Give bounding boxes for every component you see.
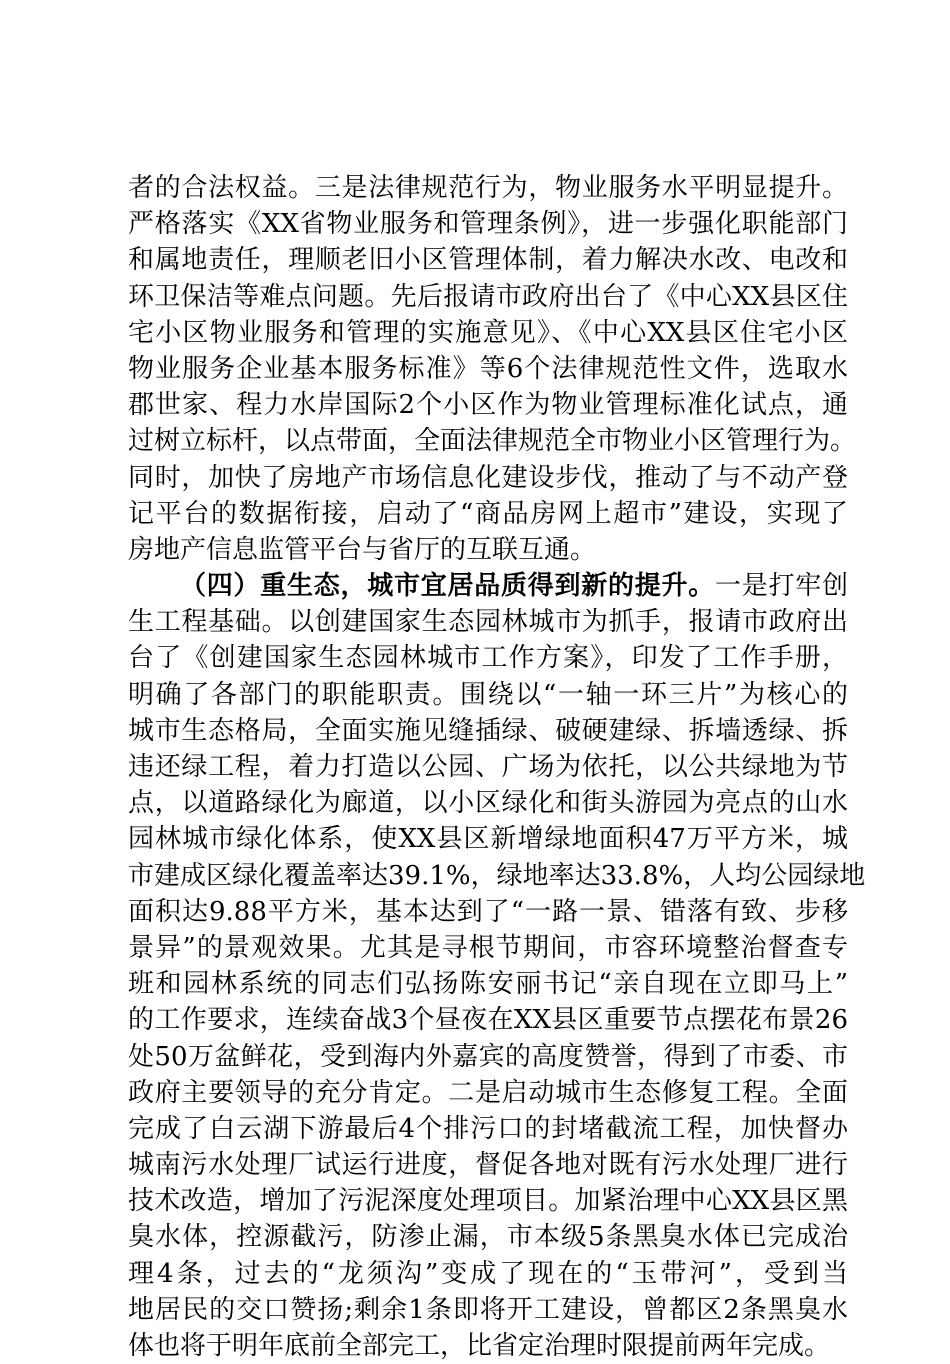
text-line: 城市生态格局，全面实施见缝插绿、破硬建绿、拆墙透绿、拆: [128, 715, 848, 746]
text-line: 臭水体，控源截污，防渗止漏，市本级5条黑臭水体已完成治: [128, 1222, 848, 1253]
text-line: 记平台的数据衔接，启动了“商品房网上超市”建设，实现了: [128, 498, 848, 529]
text-line: 地居民的交口赞扬;剩余1条即将开工建设，曾都区2条黑臭水: [128, 1294, 848, 1325]
section-heading: （四）重生态，城市宜居品质得到新的提升。: [180, 571, 715, 602]
text-line: 严格落实《XX省物业服务和管理条例》，进一步强化职能部门: [128, 209, 848, 240]
text-line: 过树立标杆，以点带面，全面法律规范全市物业小区管理行为。: [128, 426, 857, 457]
text-line: 房地产信息监管平台与省厅的互联互通。: [128, 534, 597, 565]
text-line: 班和园林系统的同志们弘扬陈安丽书记“亲自现在立即马上”: [128, 969, 848, 1000]
text-line: 台了《创建国家生态园林城市工作方案》，印发了工作手册，: [128, 643, 848, 674]
text-line: 生工程基础。以创建国家生态园林城市为抓手，报请市政府出: [128, 607, 848, 638]
text-run: 一是打牢创: [714, 571, 848, 602]
text-line: 点，以道路绿化为廊道，以小区绿化和街头游园为亮点的山水: [128, 788, 848, 819]
text-line: 处50万盆鲜花，受到海内外嘉宾的高度赞誉，得到了市委、市: [128, 1041, 848, 1072]
text-line: 理4条，过去的“龙须沟”变成了现在的“玉带河”，受到当: [128, 1258, 848, 1289]
text-line: 的工作要求，连续奋战3个昼夜在XX县区重要节点摆花布景26: [128, 1005, 848, 1036]
body-text: [128, 170, 866, 1364]
text-line: 宅小区物业服务和管理的实施意见》、《中心XX县区住宅小区: [128, 317, 848, 348]
text-line: 物业服务企业基本服务标准》等6个法律规范性文件，选取水: [128, 353, 848, 384]
text-line: 市建成区绿化覆盖率达39.1%，绿地率达33.8%，人均公园绿地: [128, 860, 866, 891]
text-line: 完成了白云湖下游最后4个排污口的封堵截流工程，加快督办: [128, 1113, 848, 1144]
text-line: 明确了各部门的职能职责。围绕以“一轴一环三片”为核心的: [128, 679, 848, 710]
text-line: 同时，加快了房地产市场信息化建设步伐，推动了与不动产登: [128, 462, 848, 493]
text-line: 景异”的景观效果。尤其是寻根节期间，市容环境整治督查专: [128, 932, 848, 963]
section-heading-line: [128, 568, 848, 604]
text-line: 违还绿工程，着力打造以公园、广场为依托，以公共绿地为节: [128, 752, 848, 782]
text-line: 郡世家、程力水岸国际2个小区作为物业管理标准化试点，通: [128, 390, 848, 421]
text-line: 环卫保洁等难点问题。先后报请市政府出台了《中心XX县区住: [128, 281, 848, 312]
text-line: 技术改造，增加了污泥深度处理项目。加紧治理中心XX县区黑: [128, 1186, 848, 1217]
text-line: 者的合法权益。三是法律规范行为，物业服务水平明显提升。: [128, 173, 848, 203]
text-line: 城南污水处理厂试运行进度，督促各地对既有污水处理厂进行: [128, 1150, 848, 1181]
text-line: 面积达9.88平方米，基本达到了“一路一景、错落有致、步移: [128, 896, 848, 927]
text-line: 政府主要领导的充分肯定。二是启动城市生态修复工程。全面: [128, 1077, 848, 1108]
text-line: 园林城市绿化体系，使XX县区新增绿地面积47万平方米，城: [128, 824, 848, 855]
text-line: 和属地责任，理顺老旧小区管理体制，着力解决水改、电改和: [128, 245, 848, 276]
text-line: 体也将于明年底前全部完工，比省定治理时限提前两年完成。: [128, 1331, 831, 1361]
